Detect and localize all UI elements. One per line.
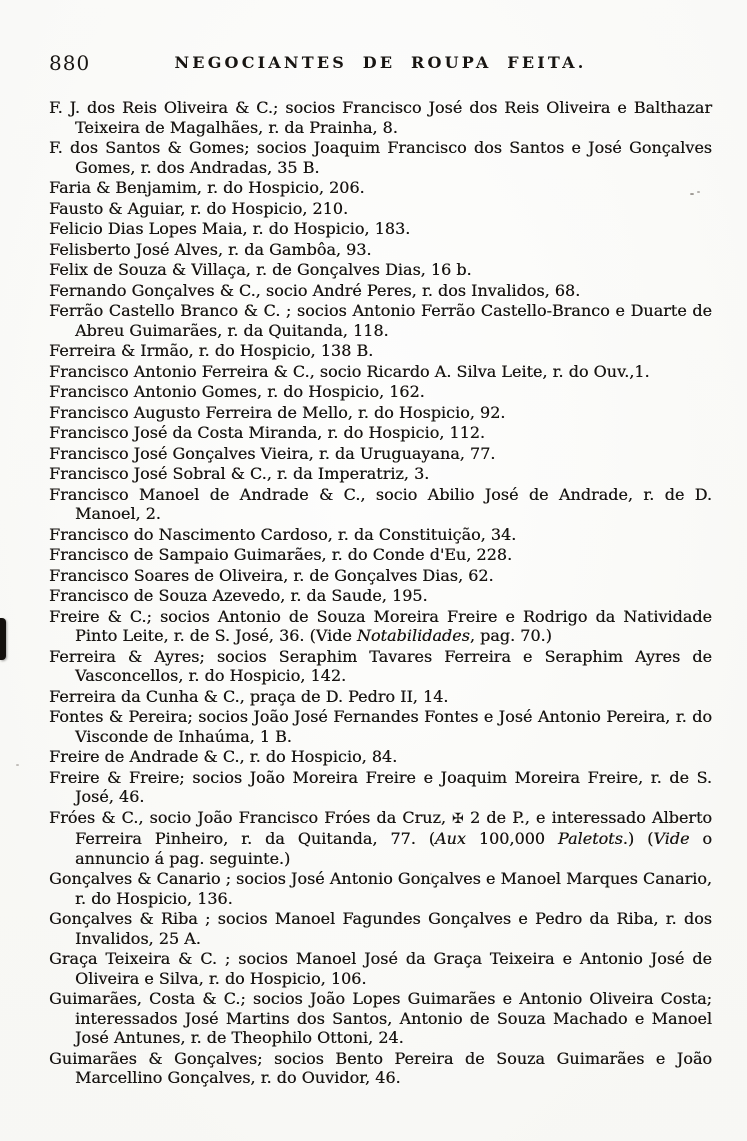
- running-head: [49, 50, 712, 76]
- directory-entry: Guimarães, Costa & C.; socios João Lopes Guimarães e Antonio Oliveira Costa; interessados José Martins dos Santos, Antonio de Souza Machado e Manoel José Antunes, r. de Theophilo Ottoni, 24.: [49, 989, 712, 1047]
- directory-entry: Fróes & C., socio João Francisco Fróes da Cruz, ✠ 2 de P., e interessado Alberto Ferreira Pinheiro, r. da Quitanda, 77. (Aux 100,000 Paletots.) (Vide o annuncio á pag. seguinte.): [49, 807, 713, 868]
- directory-entry: Freire de Andrade & C., r. do Hospicio, 84.: [49, 747, 398, 766]
- page-content: [49, 50, 712, 1089]
- ink-speckle: [430, 873, 432, 875]
- directory-entry: Graça Teixeira & C. ; socios Manoel José da Graça Teixeira e Antonio José de Oliveira e Silva, r. do Hospicio, 106.: [49, 949, 712, 988]
- directory-entry: Felicio Dias Lopes Maia, r. do Hospicio, 183.: [49, 219, 411, 238]
- directory-entry: Felisberto José Alves, r. da Gambôa, 93.: [49, 239, 372, 259]
- directory-entry: Francisco de Souza Azevedo, r. da Saude, 195.: [49, 586, 428, 605]
- directory-entry: Ferrão Castello Branco & C. ; socios Antonio Ferrão Castello-Branco e Duarte de Abreu Guimarães, r. da Quitanda, 118.: [49, 301, 712, 340]
- directory-entry: F. J. dos Reis Oliveira & C.; socios Francisco José dos Reis Oliveira e Balthazar Teixeira de Magalhães, r. da Prainha, 8.: [49, 98, 712, 137]
- directory-entry: Freire & Freire; socios João Moreira Freire e Joaquim Moreira Freire, r. de S. José, 46.: [49, 767, 712, 806]
- directory-entry: Felix de Souza & Villaça, r. de Gonçalves Dias, 16 b.: [49, 260, 472, 279]
- directory-entry: Francisco Antonio Ferreira & C., socio Ricardo A. Silva Leite, r. do Ouv.,1.: [49, 361, 650, 381]
- directory-entry: F. dos Santos & Gomes; socios Joaquim Francisco dos Santos e José Gonçalves Gomes, r. dos Andradas, 35 B.: [49, 138, 712, 177]
- page-number: 880: [49, 51, 91, 75]
- directory-entry: Francisco de Sampaio Guimarães, r. do Conde d'Eu, 228.: [49, 545, 513, 564]
- running-title: NEGOCIANTES DE ROUPA FEITA.: [174, 53, 587, 72]
- scan-ink-artifact: [0, 618, 6, 660]
- directory-entry: Francisco Manoel de Andrade & C., socio Abilio José de Andrade, r. de D. Manoel, 2.: [49, 484, 712, 523]
- directory-entry: Guimarães & Gonçalves; socios Bento Pereira de Souza Guimarães e João Marcellino Gonçalves, r. do Ouvidor, 46.: [49, 1048, 712, 1087]
- directory-entry: Fausto & Aguiar, r. do Hospicio, 210.: [49, 198, 349, 218]
- order-of-christ-cross-icon: ✠: [452, 810, 464, 827]
- directory-list: [49, 98, 712, 1088]
- ink-speckle: [697, 191, 700, 193]
- directory-entry: Fernando Gonçalves & C., socio André Peres, r. dos Invalidos, 68.: [49, 280, 581, 300]
- directory-entry: Fontes & Pereira; socios João José Fernandes Fontes e José Antonio Pereira, r. do Visconde de Inhaúma, 1 B.: [49, 707, 712, 746]
- ink-speckle: [690, 193, 694, 195]
- directory-entry: Francisco Augusto Ferreira de Mello, r. do Hospicio, 92.: [49, 402, 506, 422]
- directory-entry: Faria & Benjamim, r. do Hospicio, 206.: [49, 178, 365, 197]
- directory-entry: Ferreira & Ayres; socios Seraphim Tavares Ferreira e Seraphim Ayres de Vasconcellos, r. do Hospicio, 142.: [49, 646, 712, 685]
- directory-entry: Gonçalves & Riba ; socios Manoel Fagundes Gonçalves e Pedro da Riba, r. dos Invalidos, 25 A.: [49, 909, 712, 948]
- directory-entry: Francisco do Nascimento Cardoso, r. da Constituição, 34.: [49, 524, 517, 544]
- directory-entry: Francisco José Sobral & C., r. da Imperatriz, 3.: [49, 464, 430, 483]
- directory-entry: Francisco José da Costa Miranda, r. do Hospicio, 112.: [49, 423, 486, 442]
- directory-entry: Francisco José Gonçalves Vieira, r. da Uruguayana, 77.: [49, 443, 496, 463]
- directory-entry: Gonçalves & Canario ; socios José Antonio Gonçalves e Manoel Marques Canario, r. do Hospicio, 136.: [49, 869, 712, 908]
- directory-entry: Francisco Soares de Oliveira, r. de Gonçalves Dias, 62.: [49, 565, 494, 585]
- directory-entry: Ferreira & Irmão, r. do Hospicio, 138 B.: [49, 341, 374, 360]
- directory-entry: Francisco Antonio Gomes, r. do Hospicio, 162.: [49, 382, 425, 401]
- directory-entry: Ferreira da Cunha & C., praça de D. Pedro II, 14.: [49, 686, 449, 706]
- ink-speckle: [16, 764, 19, 766]
- directory-entry: Freire & C.; socios Antonio de Souza Moreira Freire e Rodrigo da Natividade Pinto Leite, r. de S. José, 36. (Vide Notabilidades, pag. 70.): [49, 606, 712, 645]
